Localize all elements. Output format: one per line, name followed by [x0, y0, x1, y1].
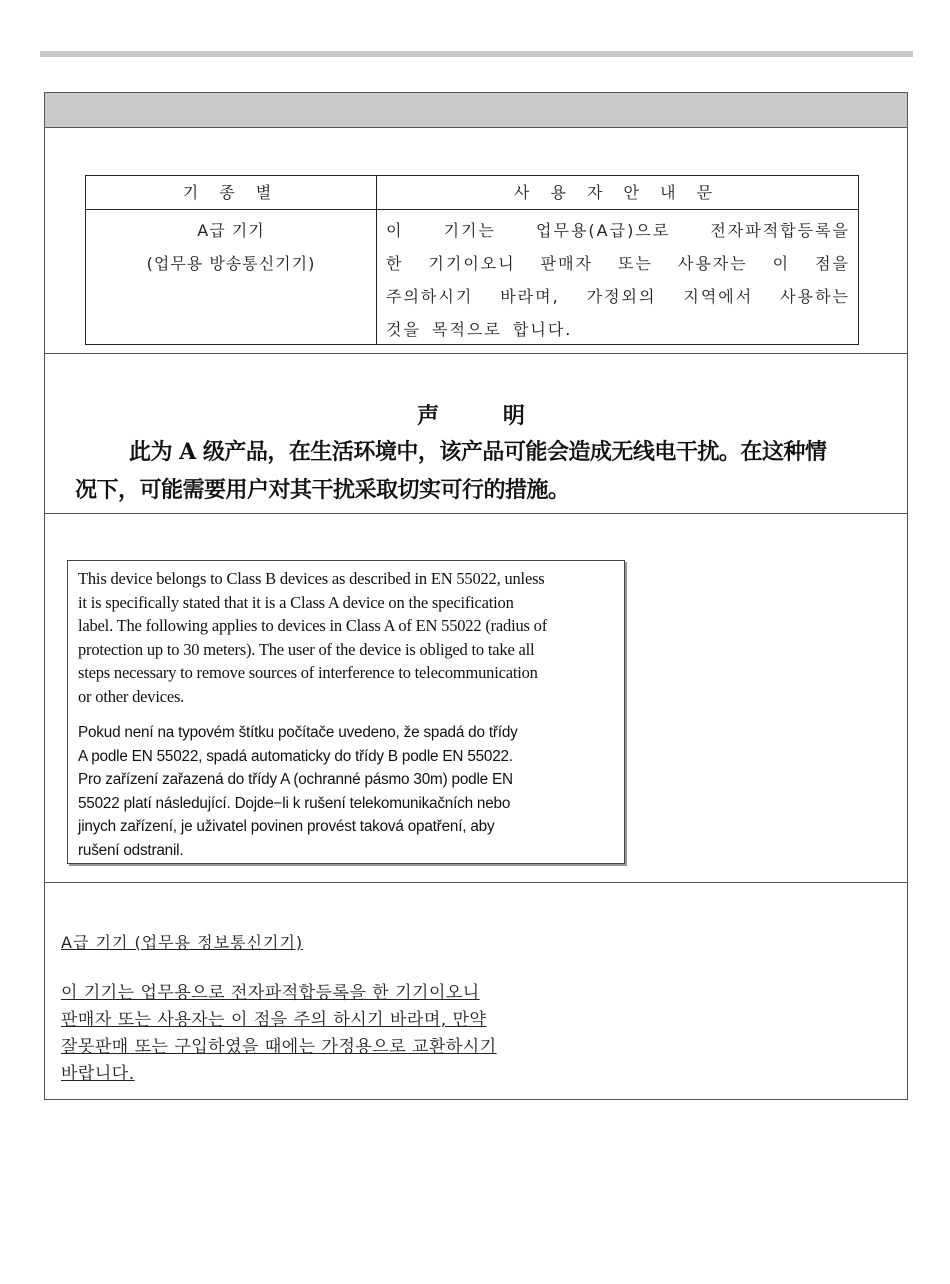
section-divider: [45, 882, 907, 883]
section-divider: [45, 353, 907, 354]
table-column-divider: [376, 176, 377, 344]
device-class-cell: [86, 214, 376, 280]
en-notice-line: label. The following applies to devices in Class A of EN 55022 (radius of: [78, 616, 548, 635]
en-notice-line: or other devices.: [78, 686, 185, 706]
cz-notice-text: [78, 721, 618, 862]
notice-line: 주의하시기 바라며, 가정외의 지역에서 사용하는: [386, 287, 850, 306]
regulatory-notice-frame: [44, 92, 908, 1100]
en-notice-line: protection up to 30 meters). The user of the device is obliged to take all: [78, 639, 535, 659]
user-notice-cell: [386, 214, 850, 346]
header-bar: [45, 93, 907, 128]
kr-class-b-line: 이 기기는 업무용으로 전자파적합등록을 한 기기이오니: [61, 983, 480, 1003]
cn-statement-title: 声 明: [417, 403, 553, 429]
header-device-class: 기 종 별: [182, 183, 280, 202]
cn-statement-line: 此为 A 级产品，在生活环境中，该产品可能会造成无线电干扰。在这种情: [129, 439, 827, 465]
cz-notice-line: jinych zařízení, je uživatel povinen provést taková opatření, aby: [78, 818, 495, 835]
notice-line: 한 기기이오니 판매자 또는 사용자는 이 점을: [386, 254, 850, 273]
top-rule: [40, 51, 913, 57]
cn-statement-body: [75, 433, 895, 509]
kr-class-b-line: 판매자 또는 사용자는 이 점을 주의 하시기 바라며, 만약: [61, 1010, 487, 1030]
kr-class-b-line: 바랍니다.: [61, 1064, 135, 1084]
cz-notice-line: Pro zařízení zařazená do třídy A (ochranné pásmo 30m) podle EN: [78, 771, 513, 788]
table-header-row: [86, 176, 858, 210]
kr-class-b-line: 잘못판매 또는 구입하였을 때에는 가정용으로 교환하시기: [61, 1037, 497, 1057]
notice-line: 것을 목적으로 합니다.: [386, 320, 573, 339]
device-class-line: (업무용 방송통신기기): [146, 254, 316, 273]
cn-statement-line: 况下，可能需要用户对其干扰采取切实可行的措施。: [75, 477, 570, 503]
en-notice-text: [78, 567, 618, 708]
cz-notice-line: A podle EN 55022, spadá automaticky do třídy B podle EN 55022.: [78, 747, 513, 765]
cz-notice-line: 55022 platí následující. Dojde−li k rušení telekomunikačních nebo: [78, 794, 511, 812]
cz-notice-line: rušení odstranil.: [78, 841, 184, 859]
cz-notice-line: Pokud není na typovém štítku počítače uvedeno, že spadá do třídy: [78, 724, 518, 741]
notice-line: 이 기기는 업무용(A급)으로 전자파적합등록을: [386, 221, 850, 240]
en-notice-line: This device belongs to Class B devices as described in EN 55022, unless: [78, 569, 545, 588]
kr-class-b-title: A급 기기 (업무용 정보통신기기): [61, 933, 304, 952]
section-divider: [45, 513, 907, 514]
header-user-notice: 사 용 자 안 내 문: [513, 183, 721, 202]
kr-class-b-body: [61, 980, 621, 1088]
en55022-notice-box: [67, 560, 625, 864]
device-class-line: A급 기기: [197, 221, 265, 240]
en-notice-line: it is specifically stated that it is a Class A device on the specification: [78, 592, 514, 612]
en-notice-line: steps necessary to remove sources of interference to telecommunication: [78, 663, 538, 682]
kr-class-a-table: [85, 175, 859, 345]
